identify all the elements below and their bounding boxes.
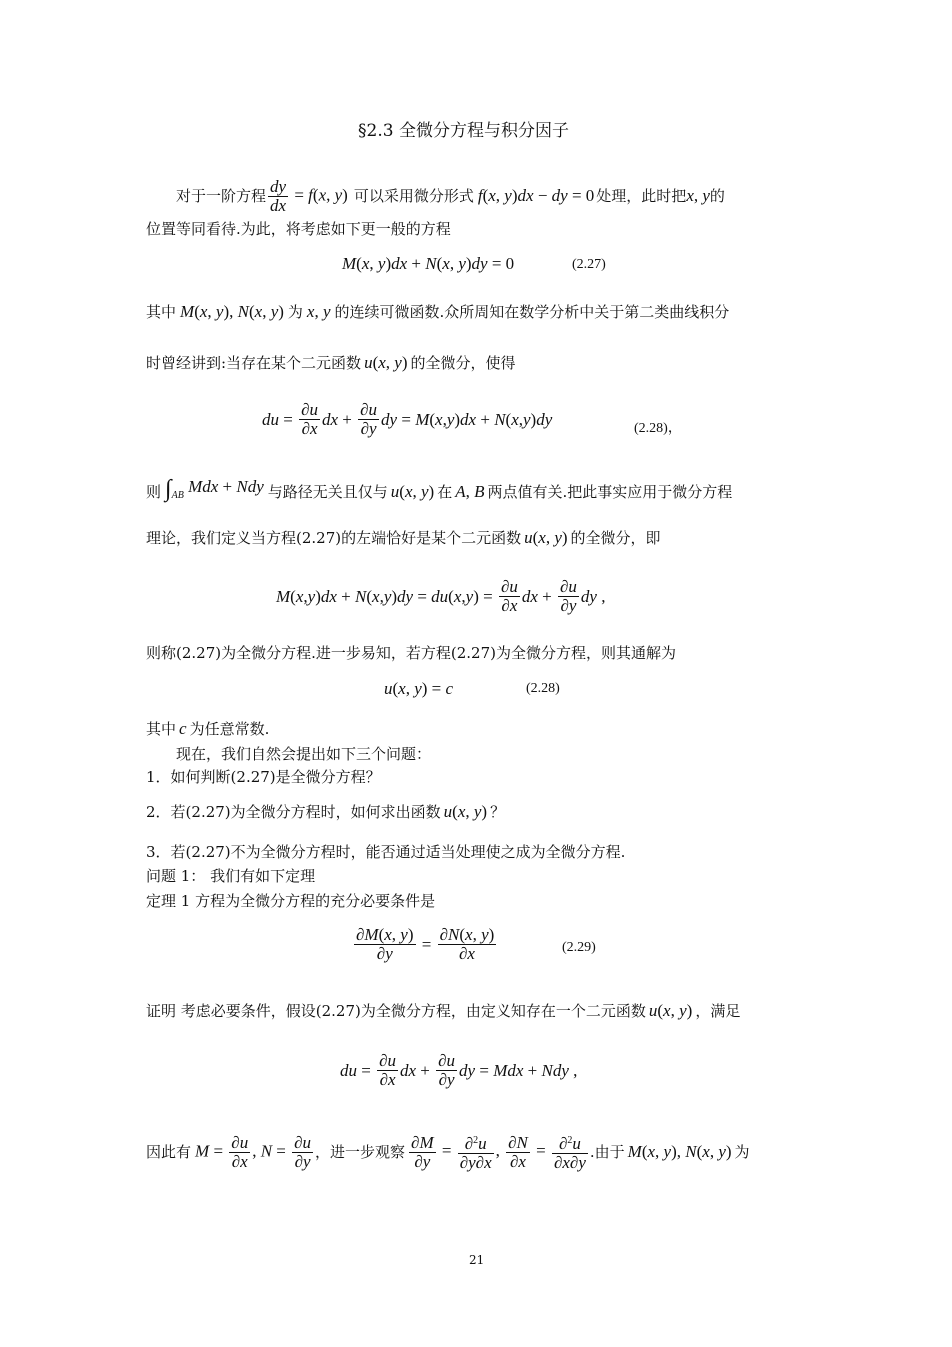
equation-2-28-total-differential: du = $\frac{\partial u}{\partial x}$ dx + $\frac{\partial u}{\partial y}$ dy = M ( x , y ) dx + N ( x , y ) dy (262, 400, 553, 438)
math-uxy: u(x, y) (443, 802, 488, 821)
text-segment: 则 (146, 482, 162, 501)
paragraph-last (146, 1129, 750, 1175)
paragraph-1-line-1 (176, 174, 725, 218)
text-segment: 的连续可微函数.众所周知在数学分析中关于第二类曲线积分 (334, 303, 730, 321)
equation-2-29: $\frac{\partial M(x, y)}{\partial y}$ = $\frac{\partial N(x, y)}{\partial x}$ (356, 925, 495, 963)
paragraph-3-line-1 (146, 476, 732, 507)
equation-dydx: $\frac{dy}{dx}$ = f(x, y) (270, 176, 348, 215)
text-segment: 为 (287, 303, 303, 321)
problem-1: 问题 1： 我们有如下定理 (146, 867, 316, 885)
text-segment: 的全微分，使得 (410, 354, 516, 372)
paragraph-6: 现在，我们自然会提出如下三个问题： (176, 745, 432, 763)
equation-label: (2.29) (562, 940, 596, 955)
text-segment: ？ (490, 803, 506, 821)
question-2 (146, 801, 505, 823)
text-segment: 为任意常数. (189, 720, 270, 738)
equation-line-integral: $\int_{AB}$ Mdx + Ndy (165, 476, 264, 502)
section-title: §2.3 全微分方程与积分因子 (358, 121, 569, 141)
math-uxy: u(x, y) (364, 353, 408, 372)
math-MN: M(x, y), N(x, y) (180, 302, 284, 321)
text-segment: 可以采用微分形式 (353, 187, 474, 205)
question-3: 3．若(2.27)不为全微分方程时，能否通过适当处理使之成为全微分方程. (146, 843, 626, 861)
paragraph-5 (146, 718, 269, 740)
equation-exact-definition: M ( x , y ) dx + N ( x , y ) dy = du ( x , y ) = $\frac{\partial u}{\partial x}$ dx + $\frac{\partial u}{\partial y}$ dy , (276, 577, 606, 615)
text-segment: 与路径无关且仅与 (267, 482, 388, 501)
paragraph-1-line-2: 位置等同看待.为此，将考虑如下更一般的方程 (146, 220, 451, 238)
paragraph-3-line-2 (146, 527, 661, 549)
text-segment: 为 (734, 1143, 750, 1161)
theorem-1: 定理 1 方程为全微分方程的充分必要条件是 (146, 892, 436, 910)
proof-line (146, 1000, 740, 1022)
equation-differential-form: f(x, y)dx − dy = 0 (477, 186, 595, 205)
text-segment: 两点值有关.把此事实应用于微分方程 (487, 482, 733, 501)
equation-label: (2.28) (526, 681, 560, 696)
equation-label: (2.28)， (634, 421, 682, 436)
text-segment: 处理，此时把 (596, 187, 687, 205)
math-MN: M(x, y), N(x, y) (627, 1142, 732, 1161)
text-segment: 因此有 (146, 1143, 192, 1161)
math-uxy: u(x, y) (524, 528, 568, 547)
paragraph-4: 则称(2.27)为全微分方程.进一步易知，若方程(2.27)为全微分方程，则其通解为 (146, 644, 676, 662)
text-segment: 的全微分，即 (570, 529, 661, 547)
math-AB: A, B (455, 481, 485, 501)
text-segment: 其中 (146, 720, 177, 738)
text-segment: 证明 考虑必要条件，假设(2.27)为全微分方程，由定义知存在一个二元函数 (146, 1002, 646, 1020)
page-number: 21 (469, 1253, 485, 1267)
text-segment: 理论，我们定义当方程(2.27)的左端恰好是某个二元函数 (146, 529, 522, 547)
equation-MN-partials: M = $\frac{\partial u}{\partial x}$ , N = $\frac{\partial u}{\partial y}$ (195, 1132, 312, 1171)
text-segment: .由于 (589, 1143, 625, 1161)
paragraph-2-line-1 (146, 301, 729, 323)
equation-general-solution: u(x, y) = c (384, 679, 454, 698)
text-segment: 对于一阶方程 (176, 187, 267, 205)
equation-mixed-partials: $\frac{\partial M}{\partial y}$ = $\frac{\partial^2u}{\partial y\partial x}$ , $\frac{\partial N}{\partial x}$ = $\frac{\partial^2u}{\partial x\partial y}$ (411, 1132, 586, 1172)
math-uxy: u(x, y) (390, 481, 435, 501)
text-segment: 的 (709, 187, 725, 205)
text-segment: 其中 (146, 303, 177, 321)
text-segment: 在 (437, 482, 453, 501)
math-uxy: u(x, y) (648, 1001, 693, 1020)
text-segment: 时曾经讲到:当存在某个二元函数 (146, 354, 362, 372)
math-xy: x, y (686, 186, 710, 205)
question-1: 1．如何判断(2.27)是全微分方程？ (146, 768, 381, 786)
math-c: c (179, 719, 187, 738)
equation-du-mdx-ndy: du = $\frac{\partial u}{\partial x}$ dx + $\frac{\partial u}{\partial y}$ dy = Mdx + Ndy , (340, 1051, 578, 1089)
math-xy: x, y (306, 302, 331, 321)
text-segment: ，进一步观察 (315, 1143, 406, 1161)
paragraph-2-line-2 (146, 352, 516, 374)
equation-label: (2.27) (572, 257, 606, 272)
equation-2-27: M(x, y)dx + N(x, y)dy = 0 (342, 254, 515, 273)
text-segment: ，满足 (695, 1002, 741, 1020)
text-segment: 2．若(2.27)为全微分方程时，如何求出函数 (146, 803, 441, 821)
